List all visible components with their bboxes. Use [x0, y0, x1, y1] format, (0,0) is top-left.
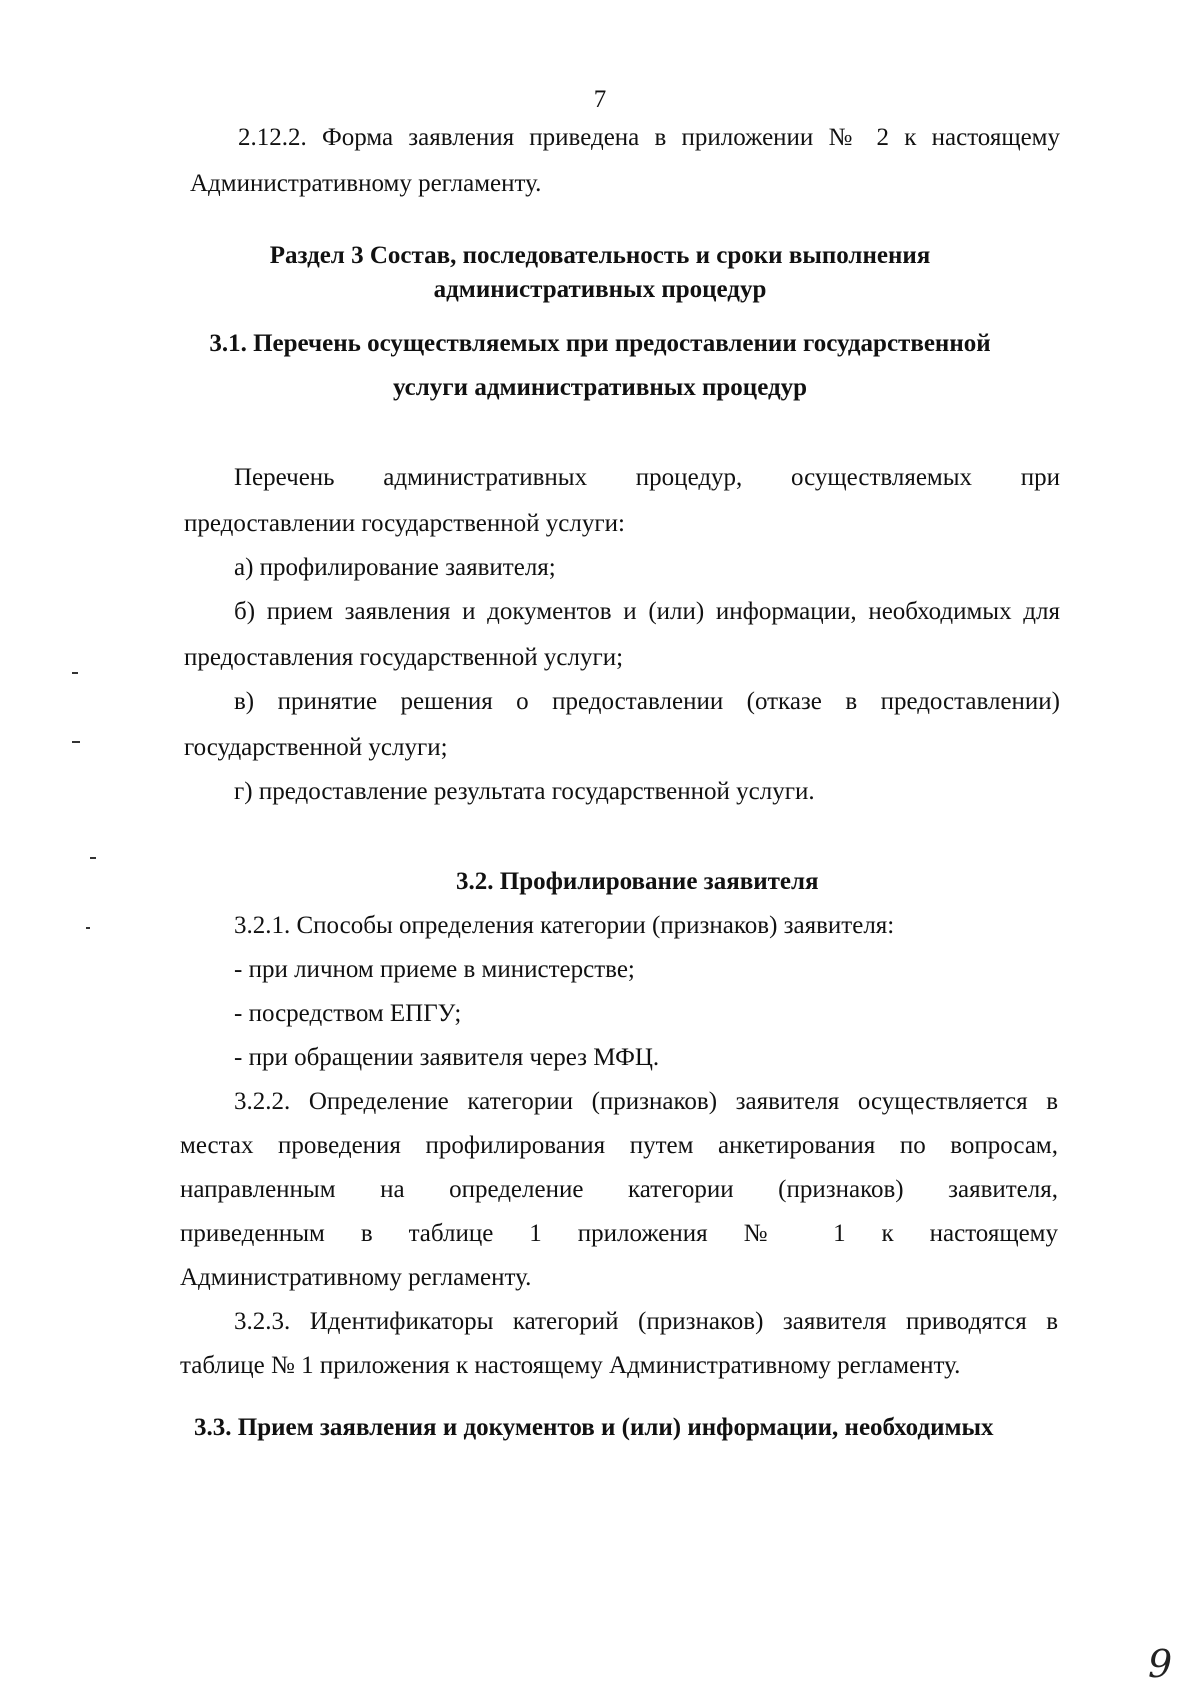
scan-mark — [86, 927, 90, 929]
paragraph-2-12-2-line2: Административному регламенту. — [190, 170, 542, 197]
list-item-b-line2: предоставления государственной услуги; — [184, 644, 624, 671]
paragraph-2-12-2-line1: 2.12.2. Форма заявления приведена в приложении № 2 к настоящему — [238, 124, 1060, 151]
scan-mark — [72, 741, 80, 743]
scan-mark — [90, 857, 96, 859]
section-3-title-line2: административных процедур — [433, 276, 767, 303]
list-item-v-line2: государственной услуги; — [184, 734, 448, 761]
s3-2-1-dash-item-3: - при обращении заявителя через МФЦ. — [234, 1044, 660, 1071]
s3-2-2-line2: местах проведения профилирования путем анкетирования по вопросам, — [180, 1132, 1058, 1159]
scan-mark — [72, 672, 78, 674]
s3-2-2-line1: 3.2.2. Определение категории (признаков) заявителя осуществляется в — [234, 1088, 1058, 1115]
subsection-3-1-title-line1: 3.1. Перечень осуществляемых при предоставлении государственной — [209, 330, 991, 357]
list-item-g: г) предоставление результата государственной услуги. — [234, 778, 815, 805]
s3-2-2-line4: приведенным в таблице 1 приложения № 1 к настоящему — [180, 1220, 1058, 1247]
page-number: 7 — [593, 86, 607, 113]
s3-1-intro-line1: Перечень административных процедур, осуществляемых при — [234, 464, 1060, 491]
s3-2-2-line3: направленным на определение категории (признаков) заявителя, — [180, 1176, 1058, 1203]
list-item-a: а) профилирование заявителя; — [234, 554, 556, 581]
subsection-3-2-title: 3.2. Профилирование заявителя — [456, 868, 819, 895]
subsection-3-3-title-line1: 3.3. Прием заявления и документов и (или) информации, необходимых — [194, 1414, 994, 1441]
s3-2-3-line1: 3.2.3. Идентификаторы категорий (признаков) заявителя приводятся в — [234, 1308, 1058, 1335]
list-item-v-line1: в) принятие решения о предоставлении (отказе в предоставлении) — [234, 688, 1060, 715]
s3-2-2-line5: Административному регламенту. — [180, 1264, 532, 1291]
s3-2-3-line2: таблице № 1 приложения к настоящему Административному регламенту. — [180, 1352, 961, 1379]
s3-1-intro-line2: предоставлении государственной услуги: — [184, 510, 625, 537]
handwritten-page-mark: 9 — [1148, 1642, 1173, 1686]
subsection-3-1-title-line2: услуги административных процедур — [392, 374, 808, 401]
s3-2-1-paragraph: 3.2.1. Способы определения категории (признаков) заявителя: — [234, 912, 895, 939]
s3-2-1-dash-item-2: - посредством ЕПГУ; — [234, 1000, 462, 1027]
section-3-title-line1: Раздел 3 Состав, последовательность и сроки выполнения — [269, 242, 931, 269]
s3-2-1-dash-item-1: - при личном приеме в министерстве; — [234, 956, 635, 983]
list-item-b-line1: б) прием заявления и документов и (или) информации, необходимых для — [234, 598, 1060, 625]
